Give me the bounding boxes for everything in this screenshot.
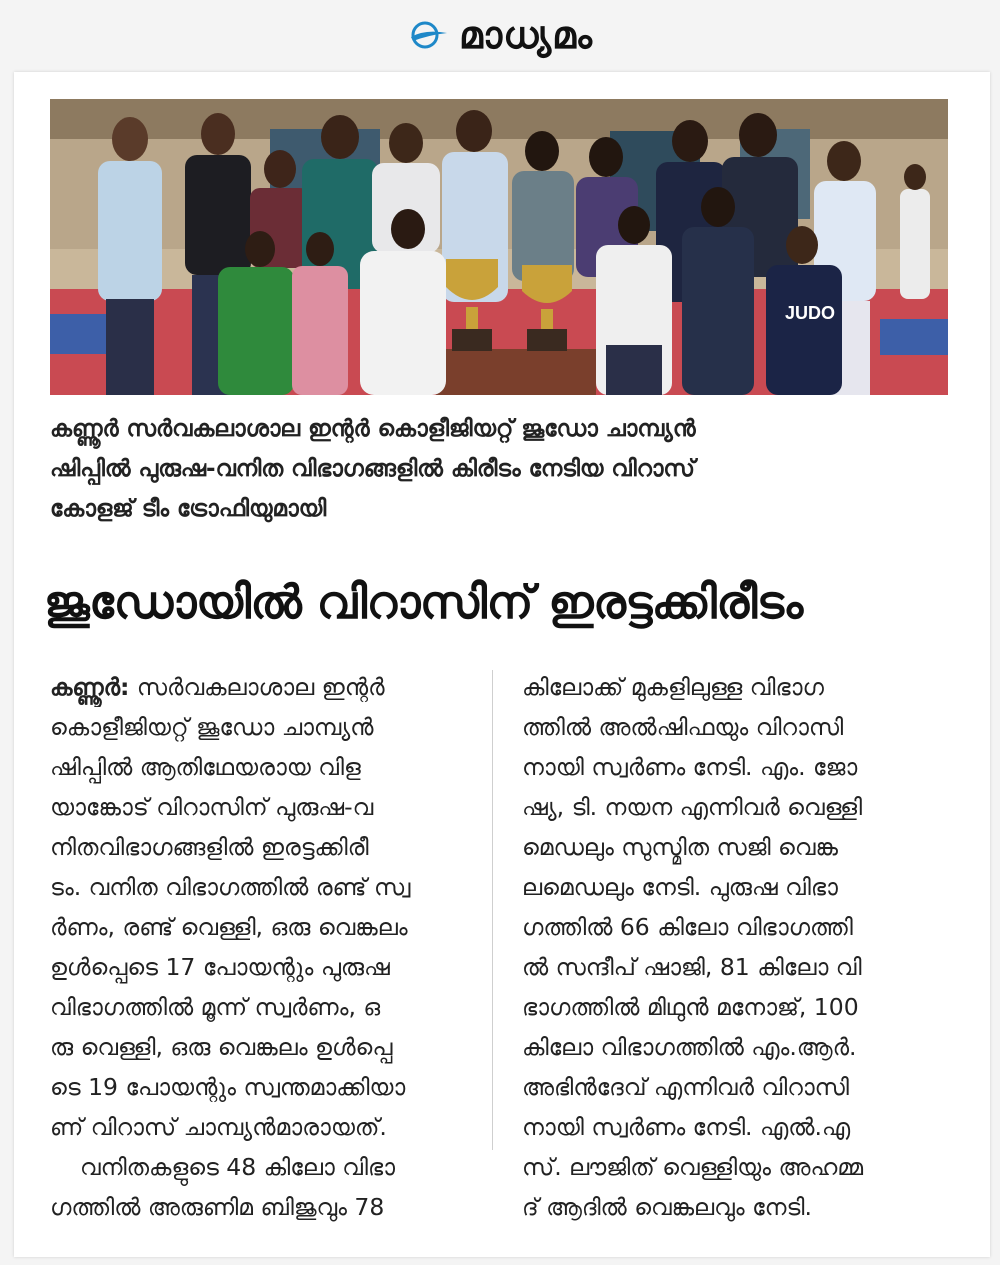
photo-caption [50, 409, 948, 529]
article-line: ഗത്തിൽ അരുണിമ ബിജുവും 78 [50, 1193, 385, 1221]
article-line: കണ്ണൂർ: സർവകലാശാല ഇന്റർ [50, 673, 385, 701]
caption-line: ഷിപ്പിൽ പുരുഷ-വനിത വിഭാഗങ്ങളിൽ കിരീടം നേടിയ വിറാസ് [50, 456, 695, 482]
article-line: നായി സ്വർണം നേടി. എൽ.എ [522, 1113, 851, 1141]
article-line: ടം. വനിത വിഭാഗത്തിൽ രണ്ട് സ്വ [50, 873, 411, 901]
madhyamam-bird-logo-icon [407, 20, 449, 50]
article-line: അഭിൻദേവ് എന്നിവർ വിറാസി [522, 1073, 849, 1101]
article-column-right [522, 667, 952, 1227]
article-line: കിലോ വിഭാഗത്തിൽ എം.ആർ. [522, 1033, 857, 1061]
dateline: കണ്ണൂർ: [50, 673, 130, 701]
group-photo-judo-team-trophies-icon [50, 99, 948, 395]
article-line: ദ് ആദിൽ വെങ്കലവും നേടി. [522, 1193, 812, 1221]
article-line: കിലോക്ക് മുകളിലുള്ള വിഭാഗ [522, 673, 824, 701]
article-line: ഭാഗത്തിൽ മിഥുൻ മനോജ്, 100 [522, 993, 859, 1021]
masthead-title: മാധ്യമം [459, 12, 593, 57]
headline: ജൂഡോയിൽ വിറാസിന് ഇരട്ടക്കിരീടം [44, 575, 803, 629]
team-photo [50, 99, 948, 395]
article-line: ഗത്തിൽ 66 കിലോ വിഭാഗത്തി [522, 913, 853, 941]
article-line: മെഡലും സുസ്മിത സജി വെങ്ക [522, 833, 838, 861]
article-line: ണ് വിറാസ് ചാമ്പ്യൻമാരായത്. [50, 1113, 387, 1141]
article-line: ടെ 19 പോയന്റും സ്വന്തമാക്കിയാ [50, 1073, 406, 1101]
article-line: രു വെള്ളി, ഒരു വെങ്കലം ഉൾപ്പെ [50, 1033, 393, 1061]
column-divider [492, 670, 493, 1150]
article-line: ൽ സന്ദീപ് ഷാജി, 81 കിലോ വി [522, 953, 862, 981]
masthead [0, 0, 1000, 70]
article-line: ഉൾപ്പെടെ 17 പോയന്റും പുരുഷ [50, 953, 390, 981]
article-line: ലമെഡലും നേടി. പുരുഷ വിഭാ [522, 873, 838, 901]
article-line: വിഭാഗത്തിൽ മൂന്ന് സ്വർണം, ഒ [50, 993, 381, 1021]
newspaper-clipping [14, 72, 990, 1257]
jersey-text: JUDO [785, 303, 836, 323]
article-line: ത്തിൽ അൽഷിഫയും വിറാസി [522, 713, 844, 741]
caption-line: കോളജ് ടീം ട്രോഫിയുമായി [50, 496, 327, 522]
article-line: ർണം, രണ്ട് വെള്ളി, ഒരു വെങ്കലം [50, 913, 408, 941]
article-line: ഷിപ്പിൽ ആതിഥേയരായ വിള [50, 753, 361, 781]
article-line: നിതവിഭാഗങ്ങളിൽ ഇരട്ടക്കിരീ [50, 833, 369, 861]
caption-line: കണ്ണൂർ സർവകലാശാല ഇന്റർ കൊളീജിയറ്റ് ജൂഡോ ചാമ്പ്യൻ [50, 416, 696, 442]
article-line: നായി സ്വർണം നേടി. എം. ജോ [522, 753, 858, 781]
article-line: സ്. ലൗജിത് വെള്ളിയും അഹമ്മ [522, 1153, 864, 1181]
article-line: വനിതകളുടെ 48 കിലോ വിഭാ [80, 1153, 396, 1181]
article-column-left [50, 667, 480, 1227]
article-line: ഷ്യ, ടി. നയന എന്നിവർ വെള്ളി [522, 793, 863, 821]
article-line: കൊളീജിയറ്റ് ജൂഡോ ചാമ്പ്യൻ [50, 713, 374, 741]
article-line: യാങ്കോട് വിറാസിന് പുരുഷ-വ [50, 793, 374, 821]
